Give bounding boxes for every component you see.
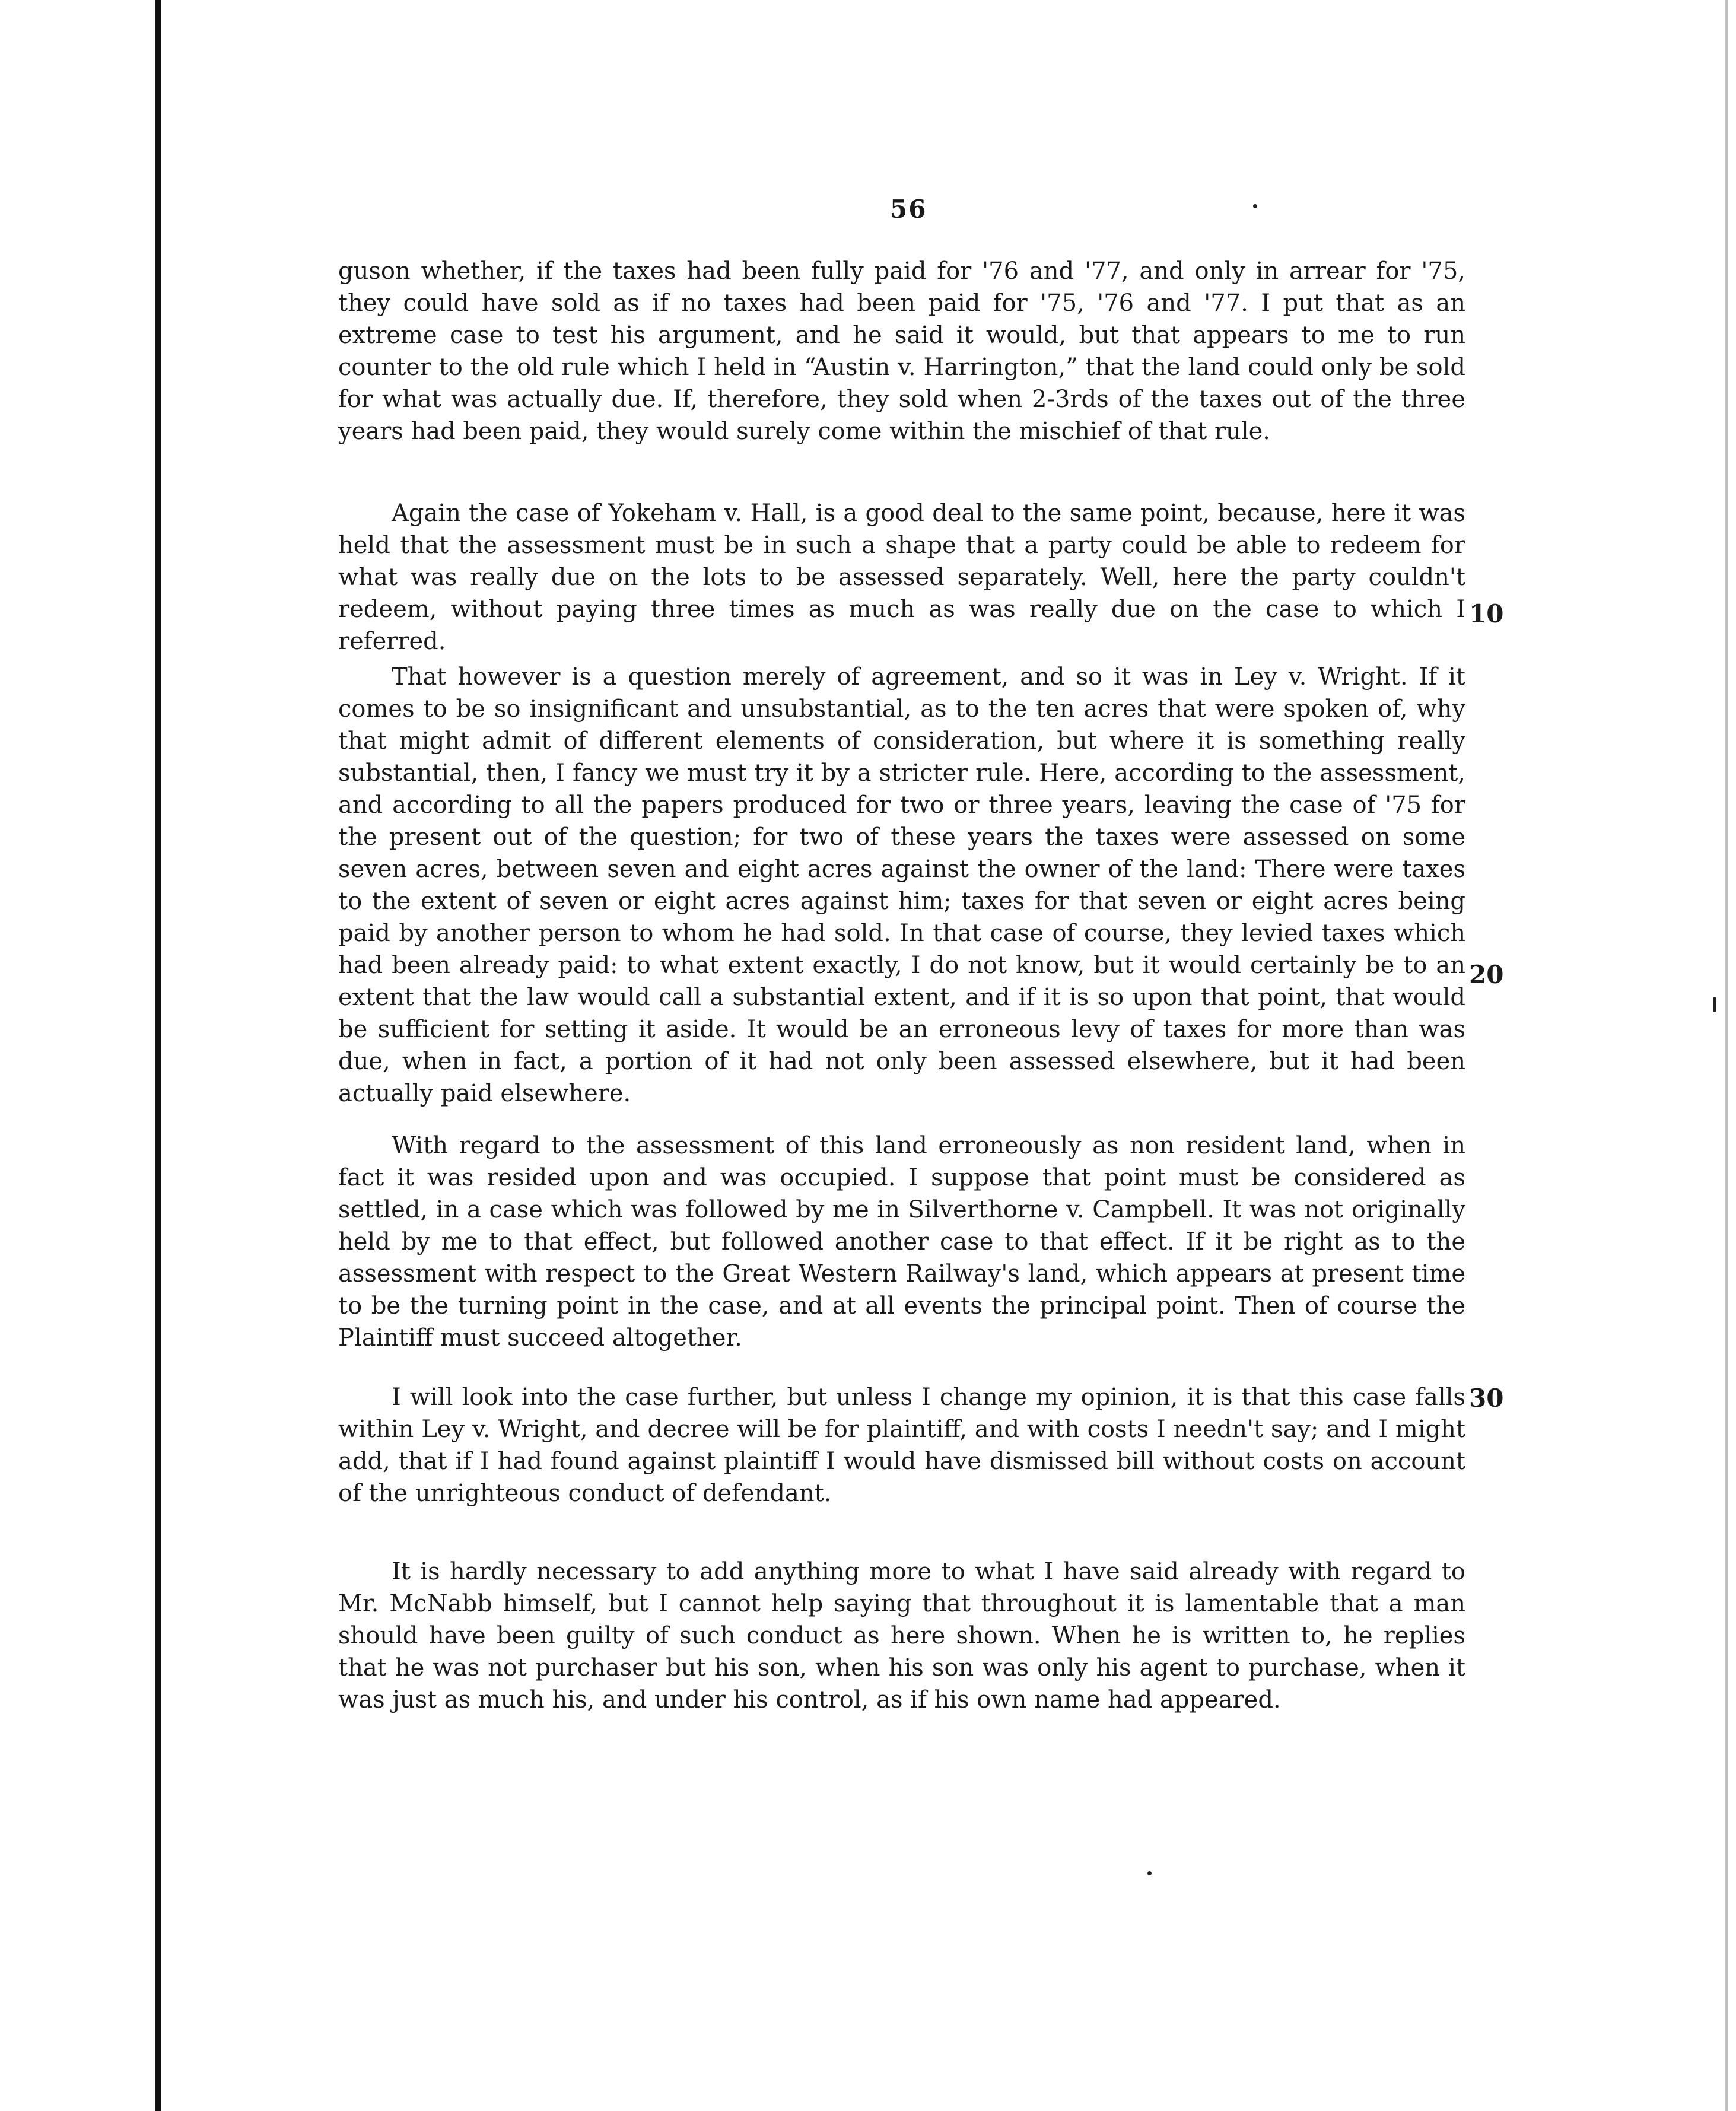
ink-speck <box>1147 1871 1152 1875</box>
paragraph-mcnabb: It is hardly necessary to add anything more to what I have said already with regard to Mr. McNabb himself, but I cannot help saying that throughout it is lamentable that a man should have been guilty of such conduct as here shown. When he is written to, he replies that he was not purchaser but his son, when his son was only his agent to purchase, when it was just as much his, and under his control, as if his own name had appeared. <box>338 1558 1465 1713</box>
page-number: 56 <box>890 195 927 224</box>
line-number-20: 20 <box>1469 960 1504 989</box>
paragraph-decree: I will look into the case further, but unless I change my opinion, it is that this case falls within Ley v. Wright, and decree will be for plaintiff, and with costs I needn't say; and I might add, that if I had found against plaintiff I would have dismissed bill without costs on account of the unrighteous conduct of defendant. <box>338 1384 1465 1507</box>
line-number-30: 30 <box>1469 1384 1504 1413</box>
line-number-10: 10 <box>1469 599 1504 628</box>
ink-speck <box>1253 204 1257 208</box>
binding-edge <box>155 0 161 2111</box>
ink-mark <box>1713 997 1716 1012</box>
paragraph-continuation: guson whether, if the taxes had been fully paid for '76 and '77, and only in arrear for '75, they could have sold as if no taxes had been paid for '75, '76 and '77. I put that as an extreme case to test his argument, and he said it would, but that appears to me to run counter to the old rule which I held in “Austin v. Harrington,” that the land could only be sold for what was actually due. If, therefore, they sold when 2-3rds of the taxes out of the three years had been paid, they would surely come within the mischief of that rule. <box>338 257 1465 445</box>
page-edge <box>1725 0 1728 2111</box>
paragraph-ley-wright: That however is a question merely of agreement, and so it was in Ley v. Wright. If it comes to be so insignificant and unsubstantial, as to the ten acres that were spoken of, why that might admit of different elements of consideration, but where it is something really substantial, then, I fancy we must try it by a stricter rule. Here, according to the assessment, and according to all the papers produced for two or three years, leaving the case of '75 for the present out of the question; for two of these years the taxes were assessed on some seven acres, between seven and eight acres against the owner of the land: There were taxes to the extent of seven or eight acres against him; taxes for that seven or eight acres being paid by another person to whom he had sold. In that case of course, they levied taxes which had been already paid: to what extent exactly, I do not know, but it would certainly be to an extent that the law would call a substantial extent, and if it is so upon that point, that would be sufficient for setting it aside. It would be an erroneous levy of taxes for more than was due, when in fact, a portion of it had not only been assessed elsewhere, but it had been actually paid elsewhere. <box>338 663 1465 1107</box>
paragraph-assessment: With regard to the assessment of this land erroneously as non resident land, when in fact it was resided upon and was occupied. I suppose that point must be considered as settled, in a case which was followed by me in Silverthorne v. Campbell. It was not originally held by me to that effect, but followed another case to that effect. If it be right as to the assessment with respect to the Great Western Railway's land, which appears at present time to be the turning point in the case, and at all events the principal point. Then of course the Plaintiff must succeed altogether. <box>338 1132 1465 1352</box>
paragraph-yokeham: Again the case of Yokeham v. Hall, is a good deal to the same point, because, here it was held that the assessment must be in such a shape that a party could be able to redeem for what was really due on the lots to be assessed separately. Well, here the party couldn't redeem, without paying three times as much as was really due on the case to which I referred. <box>338 500 1465 655</box>
